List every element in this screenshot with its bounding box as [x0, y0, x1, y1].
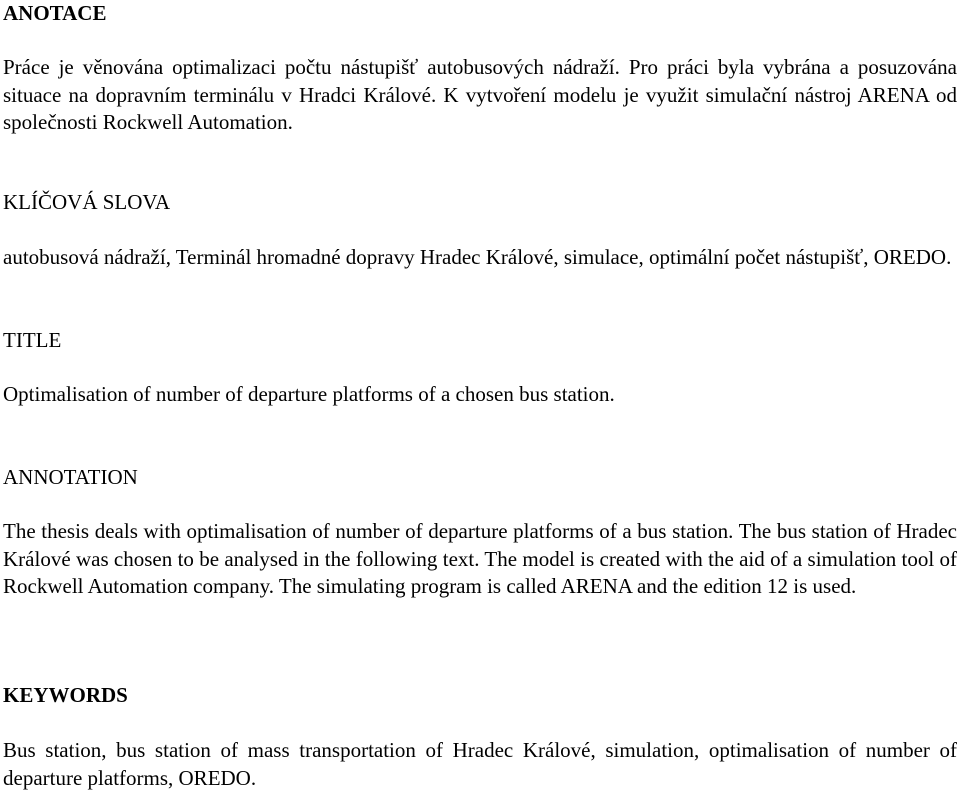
title-text: Optimalisation of number of departure platforms of a chosen bus station.: [3, 382, 615, 406]
keywords-heading: KEYWORDS: [3, 683, 128, 707]
annotation-heading: ANNOTATION: [3, 465, 138, 489]
anotace-heading: ANOTACE: [3, 1, 107, 25]
anotace-text: Práce je věnována optimalizaci počtu nástupišť autobusových nádraží. Pro práci byla vybrána a posuzována situace na dopravním terminálu v Hradci Králové. K vytvoření modelu je využit simulační nástroj ARENA od společnosti Rockwell Automation.: [3, 55, 957, 134]
annotation-text: The thesis deals with optimalisation of number of departure platforms of a bus station. The bus station of Hradec Králové was chosen to be analysed in the following text. The model is created with the aid of a simulation tool of Rockwell Automation company. The simulating program is called ARENA and the edition 12 is used.: [3, 519, 957, 598]
keywords-text: Bus station, bus station of mass transportation of Hradec Králové, simulation, optimalisation of number of departure platforms, OREDO.: [3, 738, 957, 790]
title-heading: TITLE: [3, 328, 62, 352]
klicova-slova-text: autobusová nádraží, Terminál hromadné dopravy Hradec Králové, simulace, optimální počet nástupišť, OREDO.: [3, 245, 952, 269]
klicova-slova-heading: KLÍČOVÁ SLOVA: [3, 190, 171, 214]
